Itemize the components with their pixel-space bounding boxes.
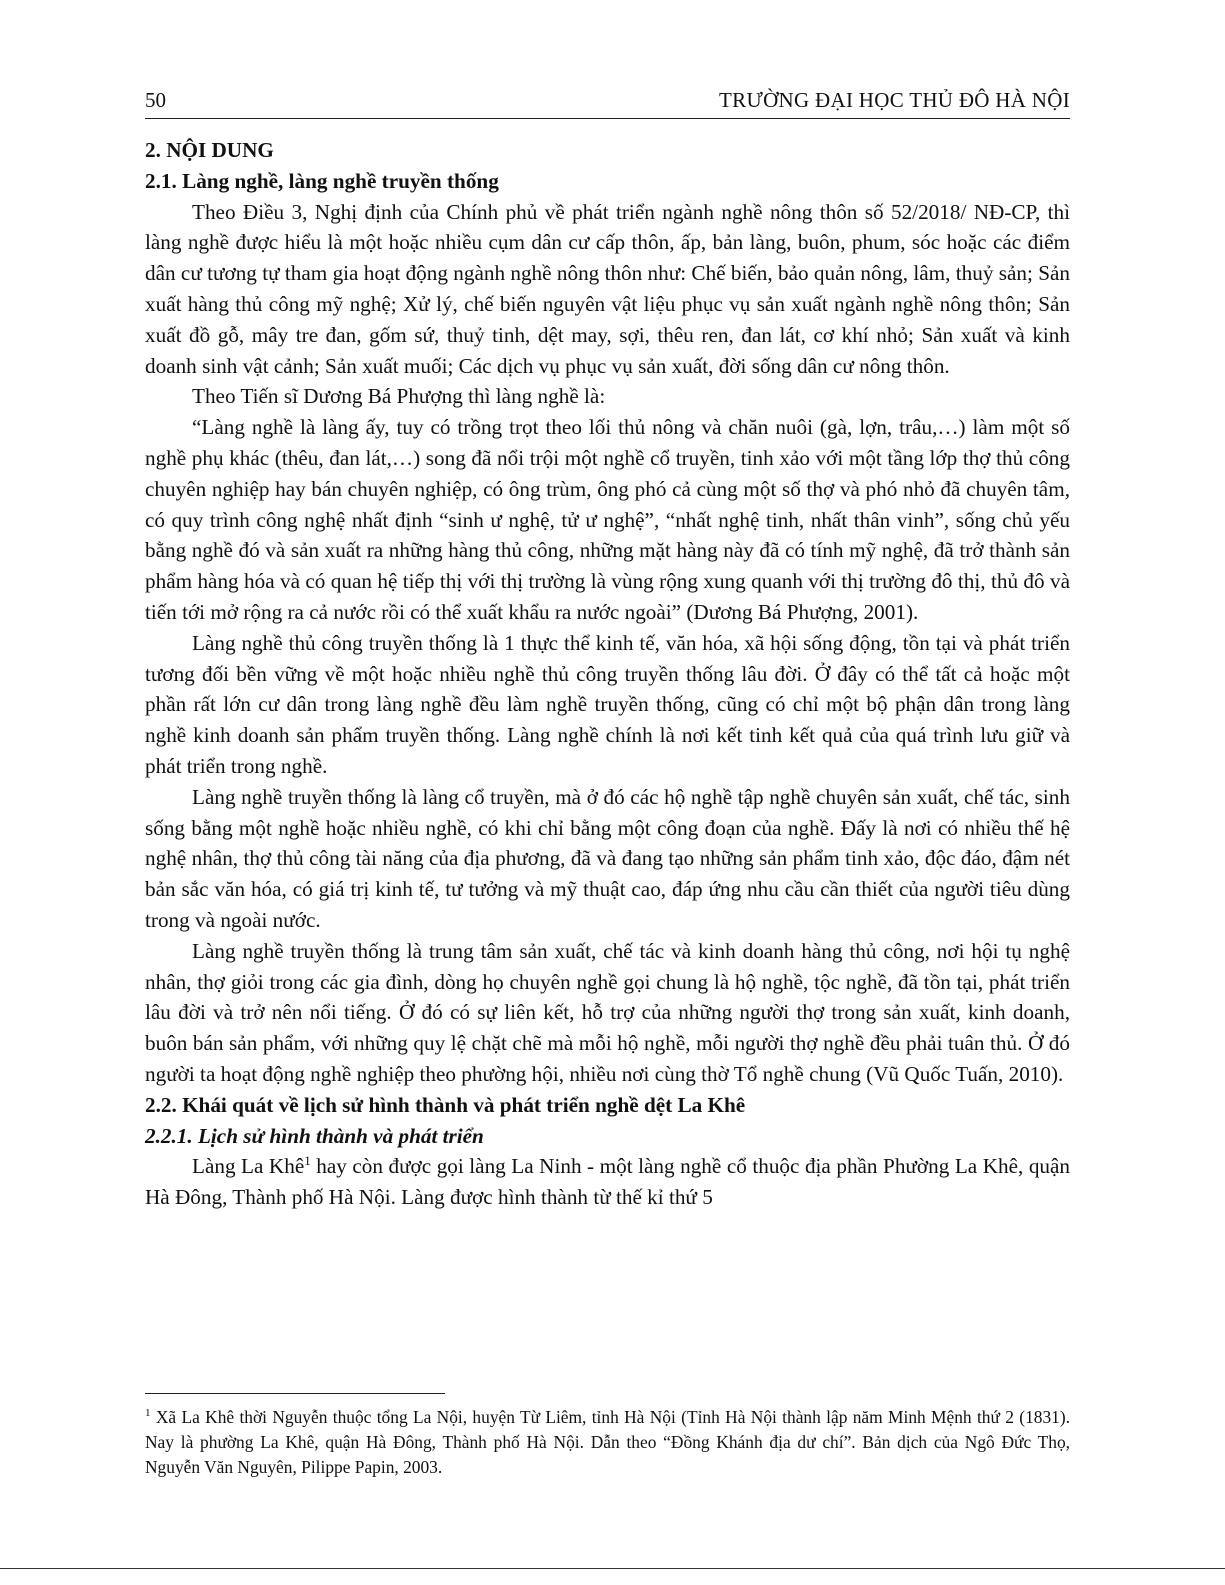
- paragraph-text: hay còn được gọi làng La Ninh - một làng nghề cổ thuộc địa phần Phường La Khê, quận Hà Đông, Thành phố Hà Nội. Làng được hình thành từ thế kỉ thứ 5: [145, 1154, 1070, 1210]
- quote-paragraph: “Làng nghề là làng ấy, tuy có trồng trọt theo lối thủ nông và chăn nuôi (gà, lợn, trâu,…) làm một số nghề phụ khác (thêu, đan lát,…) song đã nổi trội một nghề cổ truyền, tinh xảo với một tầng lớp thợ thủ công chuyên nghiệp hay bán chuyên nghiệp, có ông trùm, ông phó cả cùng một số thợ và phó nhỏ đã chuyên tâm, có quy trình công nghệ nhất định “sinh ư nghệ, tử ư nghệ”, “nhất nghệ tinh, nhất thân vinh”, sống chủ yếu bằng nghề đó và sản xuất ra những hàng thủ công, những mặt hàng này đã có tính mỹ nghệ, đã trở thành sản phẩm hàng hóa và có quan hệ tiếp thị với thị trường là vùng rộng xung quanh với thị trường đô thị, thủ đô và tiến tới mở rộng ra cả nước rồi có thể xuất khẩu ra nước ngoài” (Dương Bá Phượng, 2001).: [145, 415, 1070, 624]
- footnote-reference[interactable]: 1: [304, 1153, 311, 1169]
- paragraph: Theo Điều 3, Nghị định của Chính phủ về phát triển ngành nghề nông thôn số 52/2018/ NĐ-CP, thì làng nghề được hiểu là một hoặc nhiều cụm dân cư cấp thôn, ấp, bản làng, buôn, phum, sóc hoặc các điểm dân cư tương tự tham gia hoạt động ngành nghề nông thôn như: Chế biến, bảo quản nông, lâm, thuỷ sản; Sản xuất hàng thủ công mỹ nghệ; Xử lý, chế biến nguyên vật liệu phục vụ sản xuất ngành nghề nông thôn; Sản xuất đồ gỗ, mây tre đan, gốm sứ, thuỷ tinh, dệt may, sợi, thêu ren, đan lát, cơ khí nhỏ; Sản xuất và kinh doanh sinh vật cảnh; Sản xuất muối; Các dịch vụ phục vụ sản xuất, đời sống dân cư nông thôn.: [145, 199, 1070, 378]
- paragraph: Theo Tiến sĩ Dương Bá Phượng thì làng nghề là:: [192, 384, 606, 409]
- paragraph: Làng nghề thủ công truyền thống là 1 thực thể kinh tế, văn hóa, xã hội sống động, tồn tại và phát triển tương đối bền vững về một hoặc nhiều nghề thủ công truyền thống lâu đời. Ở đây có thể tất cả hoặc một phần rất lớn cư dân trong làng nghề đều làm nghề truyền thống, cũng có chỉ một bộ phận dân trong làng nghề kinh doanh sản phẩm truyền thống. Làng nghề chính là nơi kết tinh kết quả của quá trình lưu giữ và phát triển trong nghề.: [145, 630, 1070, 778]
- section-heading: 2. NỘI DUNG: [145, 138, 274, 162]
- subsection-heading-2-1: 2.1. Làng nghề, làng nghề truyền thống: [145, 168, 499, 193]
- paragraph: [145, 1151, 1070, 1213]
- footnote-text: Xã La Khê thời Nguyễn thuộc tổng La Nội, huyện Từ Liêm, tỉnh Hà Nội (Tỉnh Hà Nội thành lập năm Minh Mệnh thứ 2 (1831). Nay là phường La Khê, quận Hà Đông, Thành phố Hà Nội. Dẫn theo “Đồng Khánh địa dư chí”. Bản dịch của Ngô Đức Thọ, Nguyễn Văn Nguyên, Pilippe Papin, 2003.: [145, 1407, 1070, 1477]
- paragraph-text: Làng La Khê: [192, 1154, 305, 1179]
- subsection-heading-2-2: 2.2. Khái quát về lịch sử hình thành và phát triển nghề dệt La Khê: [145, 1092, 746, 1117]
- running-header: [145, 80, 1070, 119]
- footnote-mark: 1: [145, 1407, 151, 1420]
- footnote: [145, 1405, 1070, 1480]
- paragraph: Làng nghề truyền thống là làng cổ truyền, mà ở đó các hộ nghề tập nghề chuyên sản xuất, chế tác, sinh sống bằng một nghề hoặc nhiều nghề, có khi chỉ bằng một công đoạn của nghề. Đấy là nơi có nhiều thế hệ nghệ nhân, thợ thủ công tài năng của địa phương, đã và đang tạo những sản phẩm tinh xảo, độc đáo, đậm nét bản sắc văn hóa, có giá trị kinh tế, tư tưởng và mỹ thuật cao, đáp ứng nhu cầu cần thiết của người tiêu dùng trong và ngoài nước.: [145, 784, 1070, 932]
- page-number: 50: [145, 88, 166, 112]
- paragraph: Làng nghề truyền thống là trung tâm sản xuất, chế tác và kinh doanh hàng thủ công, nơi hội tụ nghệ nhân, thợ giỏi trong các gia đình, dòng họ chuyên nghề gọi chung là hộ nghề, tộc nghề, đã tồn tại, phát triển lâu đời và trở nên nổi tiếng. Ở đó có sự liên kết, hỗ trợ của những người thợ trong sản xuất, kinh doanh, buôn bán sản phẩm, với những quy lệ chặt chẽ mà mỗi hộ nghề, mỗi người thợ nghề đều phải tuân thủ. Ở đó người ta hoạt động nghề nghiệp theo phường hội, nhiều nơi cùng thờ Tổ nghề chung (Vũ Quốc Tuấn, 2010).: [145, 938, 1070, 1086]
- subsubsection-heading-2-2-1: 2.2.1. Lịch sử hình thành và phát triển: [145, 1123, 484, 1148]
- journal-title: TRƯỜNG ĐẠI HỌC THỦ ĐÔ HÀ NỘI: [719, 88, 1070, 112]
- footnote-separator: [145, 1393, 445, 1394]
- article-body: [145, 135, 1070, 1213]
- page: [145, 80, 1070, 1213]
- page-bottom-border: [0, 1568, 1225, 1569]
